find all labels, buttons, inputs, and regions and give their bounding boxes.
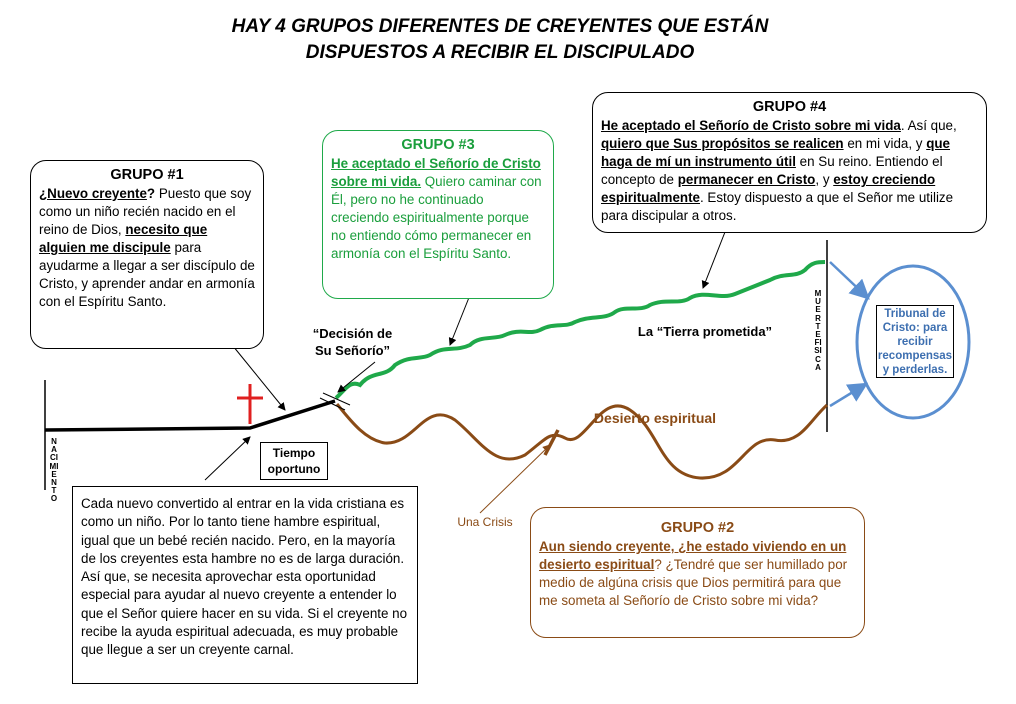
tiempo-oportuno-label: Tiempo oportuno (260, 442, 328, 480)
text-run: . Así que, (900, 118, 957, 133)
tribunal-label: Tribunal de Cristo: para recibir recompensas y perderlas. (876, 305, 954, 378)
text-run: ? (146, 186, 159, 201)
group2-text (539, 539, 847, 608)
group1-box: GRUPO #1 ¿Nuevo creyente? Puesto que soy como un niño recién nacido en el reino de Dios, necesito que alguien me discipule para ayudarme a llegar a ser discípulo de Cristo, y aprender andar en armonía con el Espíritu Santo. (30, 160, 264, 349)
text-run: Quiero caminar con Él, pero no he continuado creciendo espiritualmente porque no entiendo cómo permanecer en armonía con el Espíritu Santo. (331, 174, 542, 261)
group3-text (331, 156, 542, 261)
text-run: ¿Nuevo creyente (39, 186, 147, 201)
crisis-mark (545, 430, 558, 455)
text-run: para ayudarme a llegar a ser discípulo de Cristo, y aprender andar en armonía con el Espíritu Santo. (39, 240, 255, 309)
decision-label: “Decisión de Su Señorío” (312, 326, 393, 358)
crisis-label: Una Crisis (457, 515, 513, 529)
text-run: . Estoy dispuesto a que el Señor me utilize para discipular a otros. (601, 190, 954, 223)
cross-icon (237, 384, 263, 424)
group4-box: GRUPO #4 He aceptado el Señorío de Cristo sobre mi vida. Así que, quiero que Sus propósitos se realicen en mi vida, y que haga de mí un instrumento útil en Su reino. Entiendo el concepto de permanecer en Cristo, y estoy creciendo espiritualmente. Estoy dispuesto a que el Señor me utilize para discipular a otros. (592, 92, 987, 233)
group2-box: GRUPO #2 Aun siendo creyente, ¿he estado viviendo en un desierto espiritual? ¿Tendré que ser humillado por medio de algúna crisis que Dios permitirá para que me someta al Señorío de Cristo sobre mi vida? (530, 507, 865, 638)
text-run: quiero que Sus propósitos se realicen (601, 136, 844, 151)
desierto-label: Desierto espiritual (593, 410, 717, 426)
text-run: Puesto que soy como un niño recién nacido en el reino de Dios, (39, 186, 252, 237)
nacimiento-label: NACIMIENTO (49, 437, 59, 504)
text-run: ? ¿Tendré que ser humillado por medio de algúna crisis que Dios permitirá para que me someta al Señorío de Cristo sobre mi vida? (539, 557, 848, 608)
text-run: Aun siendo creyente, ¿he estado viviendo en un desierto espiritual (539, 539, 847, 572)
text-run: He aceptado el Señorío de Cristo sobre mi vida. (331, 156, 541, 189)
bottom-text (81, 496, 407, 657)
text-run: necesito que alguien me discipule (39, 222, 208, 255)
group4-text (601, 118, 957, 223)
text-run: permanecer en Cristo (677, 172, 816, 187)
life-path (45, 401, 335, 430)
tierra-prometida-label: La “Tierra prometida” (637, 324, 773, 339)
muerte-fisica-label: MUERTEFISICA (814, 289, 822, 372)
explanation-box (72, 486, 418, 684)
text-run: He aceptado el Señorío de Cristo sobre mi vida (601, 118, 901, 133)
page-title: HAY 4 GRUPOS DIFERENTES DE CREYENTES QUE ESTÁN DISPUESTOS A RECIBIR EL DISCIPULADO (231, 16, 769, 63)
text-run: , y (815, 172, 834, 187)
text-run: en Su reino. Entiendo el concepto de (601, 154, 943, 187)
text-run: estoy creciendo espiritualmente (601, 172, 936, 205)
text-run: que haga de mí un instrumento útil (601, 136, 951, 169)
group1-text (39, 186, 255, 309)
text-run: en mi vida, y (843, 136, 927, 151)
text-run: Cada nuevo convertido al entrar en la vida cristiana es como un niño. Por lo tanto tiene hambre espiritual, igual que un bebé recién nacido. Pero, en la mayoría de los creyentes esta hambre no es de larga duración. Así que, se necesita aprovechar esta oportunidad especial para ayudar al nuevo creyente a entender lo que el Señor quiere hacer en su vida. Si el creyente no recibe la ayuda espiritual adecuada, es muy probable que llegue a ser un creyente carnal. (81, 496, 408, 658)
group3-box: GRUPO #3 He aceptado el Señorío de Cristo sobre mi vida. Quiero caminar con Él, pero no he continuado creciendo espiritualmente porque no entiendo cómo permanecer en armonía con el Espíritu Santo. (322, 130, 554, 299)
